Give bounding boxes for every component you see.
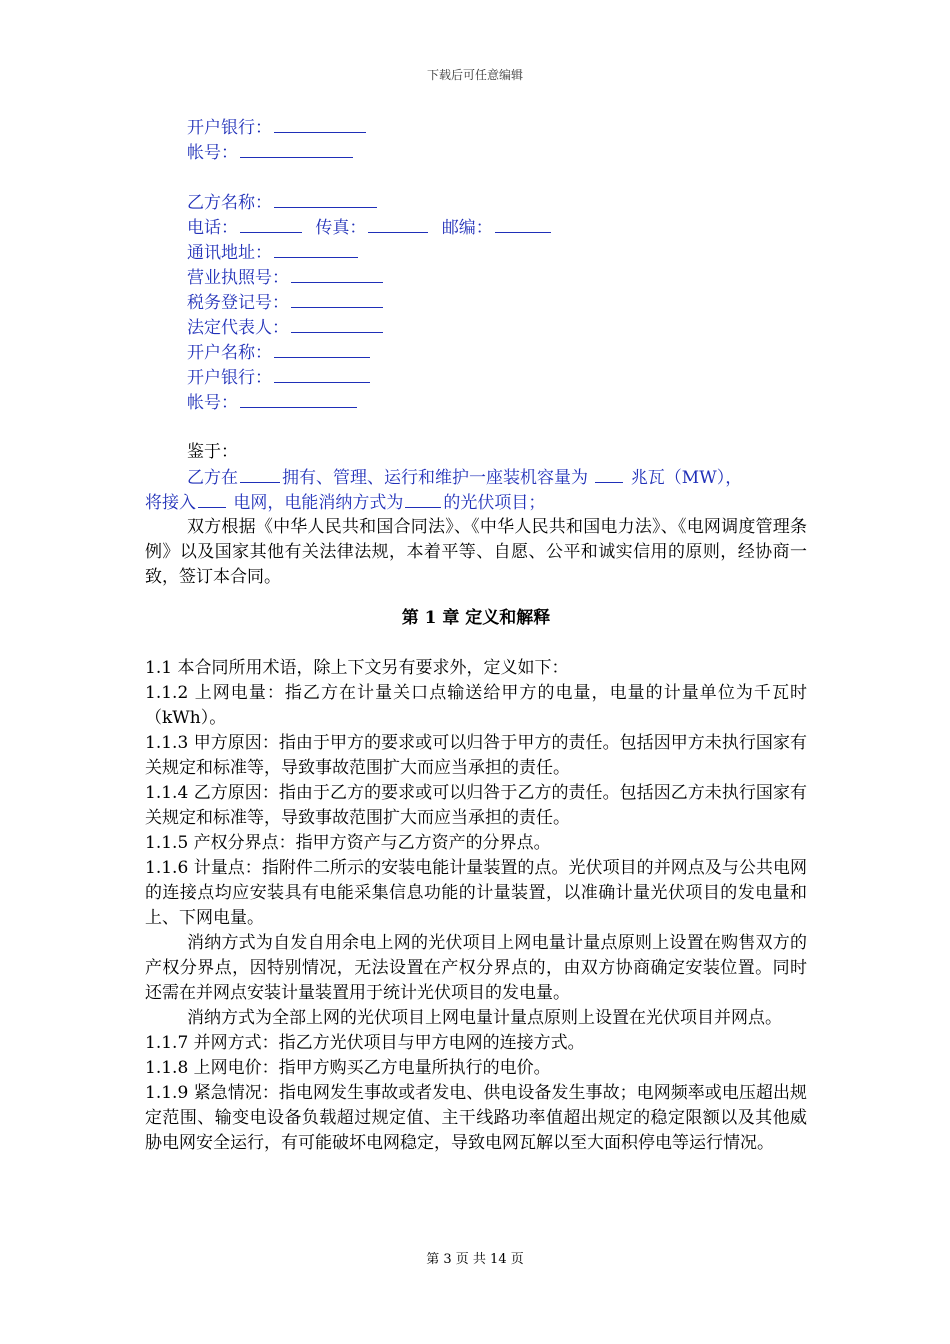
- definition-paragraph: 消纳方式为全部上网的光伏项目上网电量计量点原则上设置在光伏项目并网点。: [187, 1008, 782, 1028]
- whereas-text: 的光伏项目；: [443, 493, 546, 513]
- phone-blank[interactable]: [240, 215, 302, 233]
- definition-paragraph: 1.1.3 甲方原因：指由于甲方的要求或可以归咎于甲方的责任。包括因甲方未执行国家有关规定和标准等，导致事故范围扩大而应当承担的责任。: [145, 733, 807, 778]
- rep-blank[interactable]: [291, 315, 383, 333]
- location-blank[interactable]: [240, 465, 280, 483]
- page-header: 下载后可任意编辑: [426, 68, 523, 82]
- whereas-text: 电网，电能消纳方式为: [233, 493, 404, 513]
- party-b-account-blank[interactable]: [240, 390, 357, 408]
- party-b-account-line: [145, 390, 807, 415]
- party-b-address-line: [145, 240, 807, 265]
- party-b-name-line: [145, 190, 807, 215]
- party-a-account-line: [145, 140, 807, 165]
- party-b-contact-line: [145, 215, 807, 240]
- party-b-rep-line: [145, 315, 807, 340]
- definition-paragraph: 1.1 本合同所用术语，除上下文另有要求外，定义如下：: [145, 658, 569, 678]
- account-blank[interactable]: [240, 140, 353, 158]
- definition-paragraph: 消纳方式为自发自用余电上网的光伏项目上网电量计量点原则上设置在购售双方的产权分界点，因特别情况，无法设置在产权分界点的，由双方协商确定安装位置。同时还需在并网点安装计量装置用于统计光伏项目的发电量。: [145, 933, 807, 1003]
- definition-paragraph: 1.1.6 计量点：指附件二所示的安装电能计量装置的点。光伏项目的并网点及与公共电网的连接点均应安装具有电能采集信息功能的计量装置，以准确计量光伏项目的发电量和上、下网电量。: [145, 858, 807, 928]
- bank-label: 开户银行：: [187, 118, 272, 138]
- party-b-name-blank[interactable]: [274, 190, 377, 208]
- phone-label: 电话：: [187, 218, 238, 238]
- definitions-list: [145, 656, 807, 1156]
- address-blank[interactable]: [274, 240, 358, 258]
- license-blank[interactable]: [291, 265, 383, 283]
- postcode-label: 邮编：: [441, 218, 493, 238]
- whereas-text: 拥有、管理、运行和维护一座装机容量为: [282, 468, 588, 488]
- basis-paragraph: 双方根据《中华人民共和国合同法》、《中华人民共和国电力法》、《电网调度管理条例》以及国家其他有关法律法规，本着平等、自愿、公平和诚实信用的原则，经协商一致，签订本合同。: [145, 517, 807, 587]
- grid-blank[interactable]: [198, 490, 226, 508]
- account-label: 帐号：: [187, 143, 238, 163]
- whereas-line-1: [145, 465, 807, 490]
- account-name-blank[interactable]: [274, 340, 370, 358]
- page-footer: 第 3 页 共 14 页: [426, 1252, 524, 1267]
- party-b-account-label: 帐号：: [187, 393, 238, 413]
- definition-paragraph: 1.1.7 并网方式：指乙方光伏项目与甲方电网的连接方式。: [145, 1033, 585, 1053]
- rep-label: 法定代表人：: [187, 318, 289, 338]
- fax-blank[interactable]: [368, 215, 428, 233]
- postcode-blank[interactable]: [495, 215, 551, 233]
- license-label: 营业执照号：: [187, 268, 289, 288]
- tax-blank[interactable]: [291, 290, 383, 308]
- whereas-text: 乙方在: [187, 468, 238, 488]
- consumption-blank[interactable]: [405, 490, 441, 508]
- whereas-text: 兆瓦（MW），: [630, 468, 743, 488]
- document-body: [145, 115, 807, 1156]
- capacity-blank[interactable]: [595, 465, 623, 483]
- party-b-license-line: [145, 265, 807, 290]
- definition-paragraph: 1.1.9 紧急情况：指电网发生事故或者发电、供电设备发生事故；电网频率或电压超出规定范围、输变电设备负载超过规定值、主干线路功率值超出规定的稳定限额以及其他威胁电网安全运行，有可能破坏电网稳定，导致电网瓦解以至大面积停电等运行情况。: [145, 1083, 807, 1153]
- fax-label: 传真：: [315, 218, 367, 238]
- party-b-bank-blank[interactable]: [274, 365, 370, 383]
- party-b-bank-label: 开户银行：: [187, 368, 272, 388]
- address-label: 通讯地址：: [187, 243, 272, 263]
- tax-label: 税务登记号：: [187, 293, 289, 313]
- party-b-name-label: 乙方名称：: [187, 193, 272, 213]
- bank-blank[interactable]: [274, 115, 366, 133]
- party-a-bank-line: [145, 115, 807, 140]
- definition-paragraph: 1.1.4 乙方原因：指由于乙方的要求或可以归咎于乙方的责任。包括因乙方未执行国家有关规定和标准等，导致事故范围扩大而应当承担的责任。: [145, 783, 807, 828]
- account-name-label: 开户名称：: [187, 343, 272, 363]
- party-b-tax-line: [145, 290, 807, 315]
- definition-paragraph: 1.1.8 上网电价：指甲方购买乙方电量所执行的电价。: [145, 1058, 551, 1078]
- party-b-bank-line: [145, 365, 807, 390]
- definition-paragraph: 1.1.2 上网电量：指乙方在计量关口点输送给甲方的电量，电量的计量单位为千瓦时（kWh）。: [145, 683, 807, 728]
- definition-paragraph: 1.1.5 产权分界点：指甲方资产与乙方资产的分界点。: [145, 833, 551, 853]
- whereas-line-2: [145, 490, 807, 515]
- whereas-title: 鉴于：: [187, 442, 238, 462]
- chapter-title: 第 1 章 定义和解释: [401, 608, 551, 628]
- party-b-account-name-line: [145, 340, 807, 365]
- whereas-text: 将接入: [145, 493, 196, 513]
